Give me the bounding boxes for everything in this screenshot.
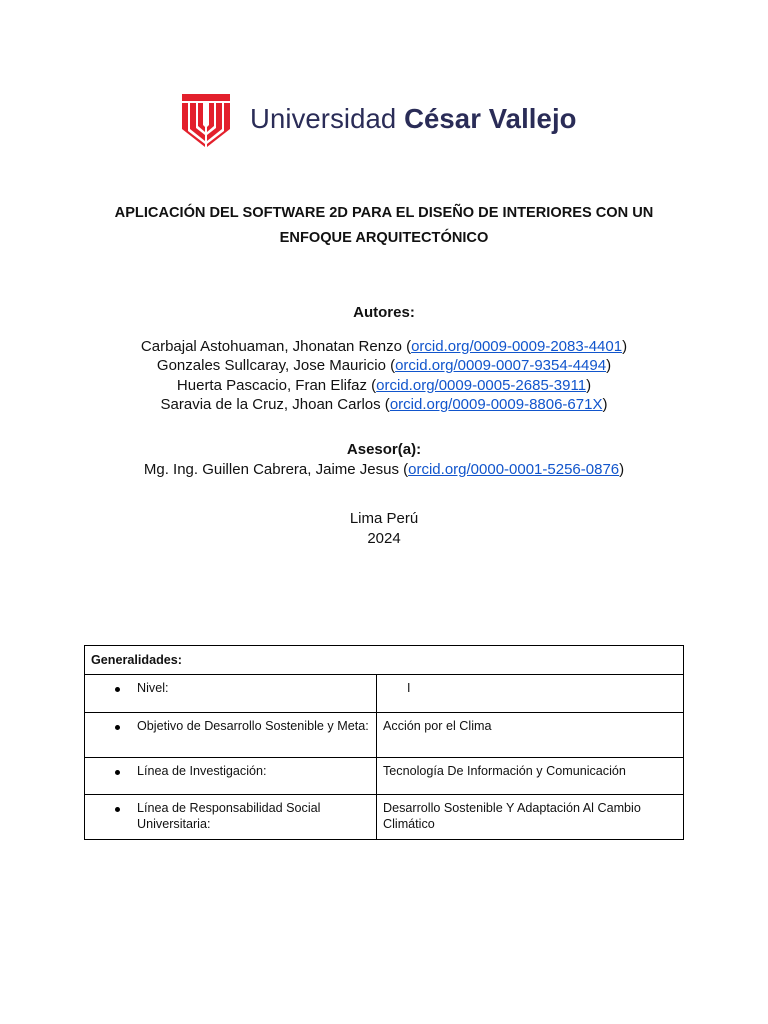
author-name: Huerta Pascacio, Fran Elifaz ( <box>176 376 377 394</box>
advisor-close-paren: ) <box>619 460 625 478</box>
generalities-table <box>84 645 684 840</box>
place-text: Lima Perú <box>349 510 419 527</box>
row-value: Tecnología De Información y Comunicación <box>383 764 626 778</box>
thesis-title-line-2: ENFOQUE ARQUITECTÓNICO <box>279 230 489 246</box>
university-name-bold: César Vallejo <box>404 103 577 134</box>
author-orcid-link[interactable]: orcid.org/0009-0005-2685-3911 <box>376 376 587 394</box>
row-label: Objetivo de Desarrollo Sostenible y Meta: <box>137 719 369 733</box>
advisor-line <box>0 460 768 480</box>
author-close-paren: ) <box>622 337 628 355</box>
author-name: Saravia de la Cruz, Jhoan Carlos ( <box>160 396 390 413</box>
bullet-icon <box>115 687 120 692</box>
row-value: I <box>407 681 411 695</box>
authors-heading: Autores: <box>353 304 415 321</box>
table-row <box>85 675 684 713</box>
author-line <box>0 376 768 396</box>
author-close-paren: ) <box>606 357 612 374</box>
bullet-icon <box>115 807 120 812</box>
ucv-shield-icon <box>181 91 231 147</box>
table-cell-label <box>85 758 377 795</box>
table-row <box>85 795 684 840</box>
university-logo <box>181 90 577 148</box>
row-value: Desarrollo Sostenible Y Adaptación Al Cambio Climático <box>383 801 641 831</box>
advisor-section <box>0 440 768 479</box>
year-text: 2024 <box>367 529 401 547</box>
table-row <box>85 713 684 758</box>
table-cell-value <box>377 758 684 795</box>
advisor-heading: Asesor(a): <box>346 441 422 458</box>
table-cell-label <box>85 795 377 840</box>
table-header-row <box>85 646 684 675</box>
author-name: Gonzales Sullcaray, Jose Mauricio ( <box>156 357 396 374</box>
row-value: Acción por el Clima <box>383 719 492 733</box>
advisor-orcid-link[interactable]: orcid.org/0000-0001-5256-0876 <box>408 460 620 478</box>
author-line <box>0 395 768 415</box>
university-name-regular: Universidad <box>250 103 397 134</box>
author-name: Carbajal Astohuaman, Jhonatan Renzo ( <box>140 337 412 355</box>
bullet-icon <box>115 725 120 730</box>
author-close-paren: ) <box>586 376 592 394</box>
author-close-paren: ) <box>602 396 608 413</box>
author-orcid-link[interactable]: orcid.org/0009-0009-8806-671X <box>389 396 603 413</box>
author-orcid-link[interactable]: orcid.org/0009-0009-2083-4401 <box>411 337 623 355</box>
author-line <box>0 356 768 376</box>
author-orcid-link[interactable]: orcid.org/0009-0007-9354-4494 <box>395 357 607 374</box>
table-cell-value <box>377 675 684 713</box>
table-cell-value <box>377 795 684 840</box>
table-row <box>85 758 684 795</box>
table-cell-value <box>377 713 684 758</box>
university-name <box>250 103 577 135</box>
table-cell-label <box>85 713 377 758</box>
thesis-title <box>60 201 708 251</box>
row-label: Línea de Investigación: <box>137 764 267 778</box>
row-label: Nivel: <box>137 681 169 695</box>
thesis-title-line-1: APLICACIÓN DEL SOFTWARE 2D PARA EL DISEÑO DE INTERIORES CON UN <box>114 205 654 221</box>
author-line <box>0 337 768 357</box>
generalities-header: Generalidades: <box>85 646 684 675</box>
bullet-icon <box>115 770 120 775</box>
place-date-section <box>0 509 768 548</box>
table-cell-label <box>85 675 377 713</box>
advisor-name: Mg. Ing. Guillen Cabrera, Jaime Jesus ( <box>143 460 409 478</box>
row-label: Línea de Responsabilidad Social Universitaria: <box>137 801 321 831</box>
authors-section <box>0 303 768 415</box>
